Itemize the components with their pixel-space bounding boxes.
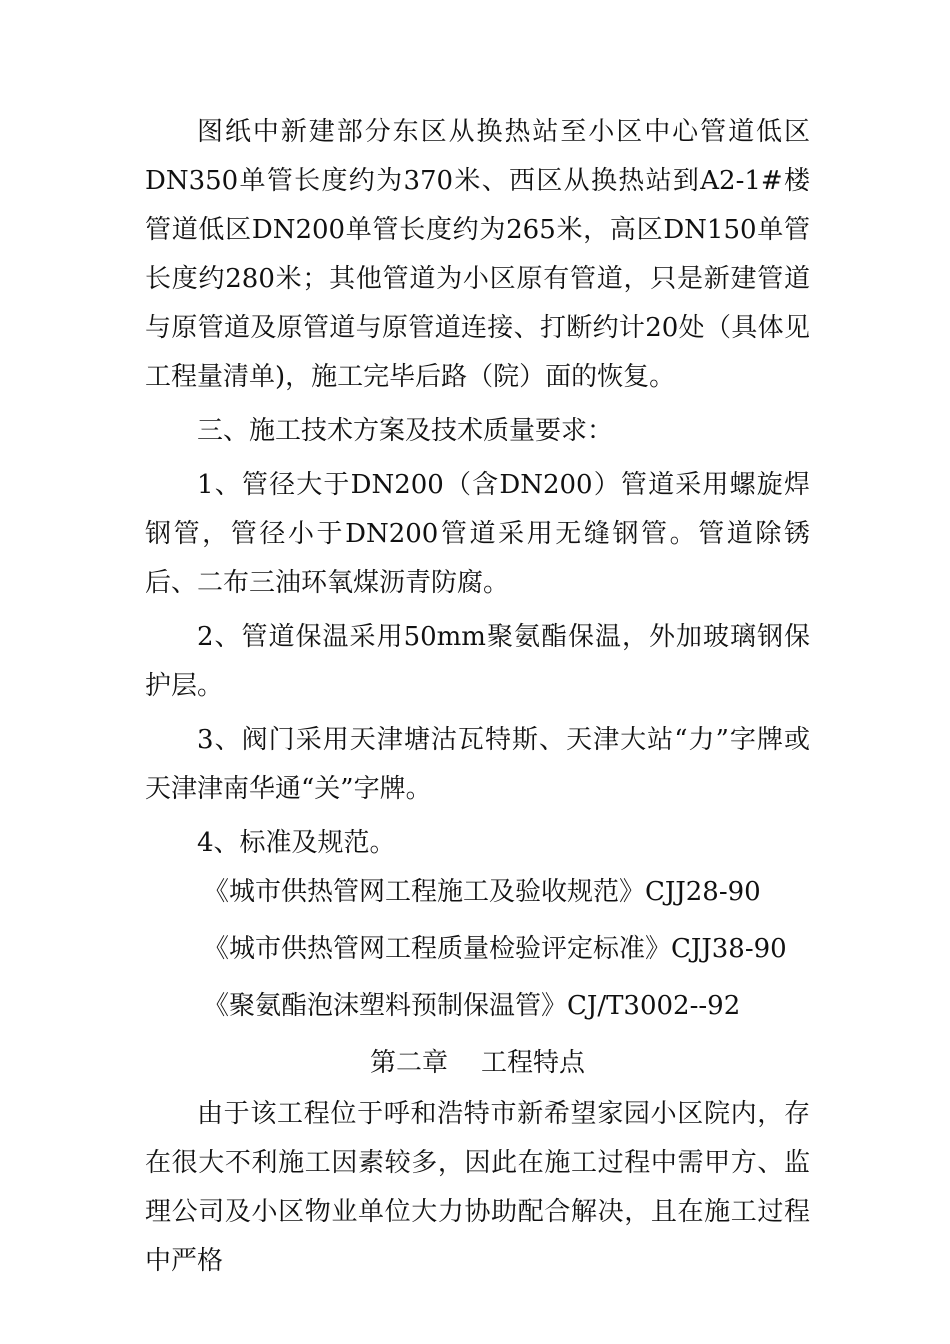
document-page xyxy=(145,108,810,1286)
chapter-title: 第二章 工程特点 xyxy=(369,1048,586,1078)
standard-item: 《城市供热管网工程施工及验收规范》CJJ28-90 xyxy=(203,877,761,907)
item-valves: 3、阀门采用天津塘沽瓦特斯、天津大站“力”字牌或天津津南华通“关”字牌。 xyxy=(145,725,810,804)
standard-item: 《聚氨酯泡沫塑料预制保温管》CJ/T3002--92 xyxy=(203,991,741,1021)
item-standards-heading: 4、标准及规范。 xyxy=(197,828,396,858)
section-heading-construction-plan: 三、施工技术方案及技术质量要求： xyxy=(197,416,614,446)
item-pipe-insulation: 2、管道保温采用50mm聚氨酯保温，外加玻璃钢保护层。 xyxy=(145,622,810,701)
paragraph-project-features: 由于该工程位于呼和浩特市新希望家园小区院内，存在很大不利施工因素较多，因此在施工过程中需甲方、监理公司及小区物业单位大力协助配合解决，且在施工过程中严格 xyxy=(145,1099,810,1276)
standard-item: 《城市供热管网工程质量检验评定标准》CJJ38-90 xyxy=(203,934,787,964)
item-pipe-materials: 1、管径大于DN200（含DN200）管道采用螺旋焊钢管，管径小于DN200管道采用无缝钢管。管道除锈后、二布三油环氧煤沥青防腐。 xyxy=(145,470,810,598)
paragraph-project-scope: 图纸中新建部分东区从换热站至小区中心管道低区DN350单管长度约为370米、西区从换热站到A2-1#楼管道低区DN200单管长度约为265米，高区DN150单管长度约280米；其他管道为小区原有管道，只是新建管道与原管道及原管道与原管道连接、打断约计20处（具体见工程量清单)，施工完毕后路（院）面的恢复。 xyxy=(145,117,810,392)
